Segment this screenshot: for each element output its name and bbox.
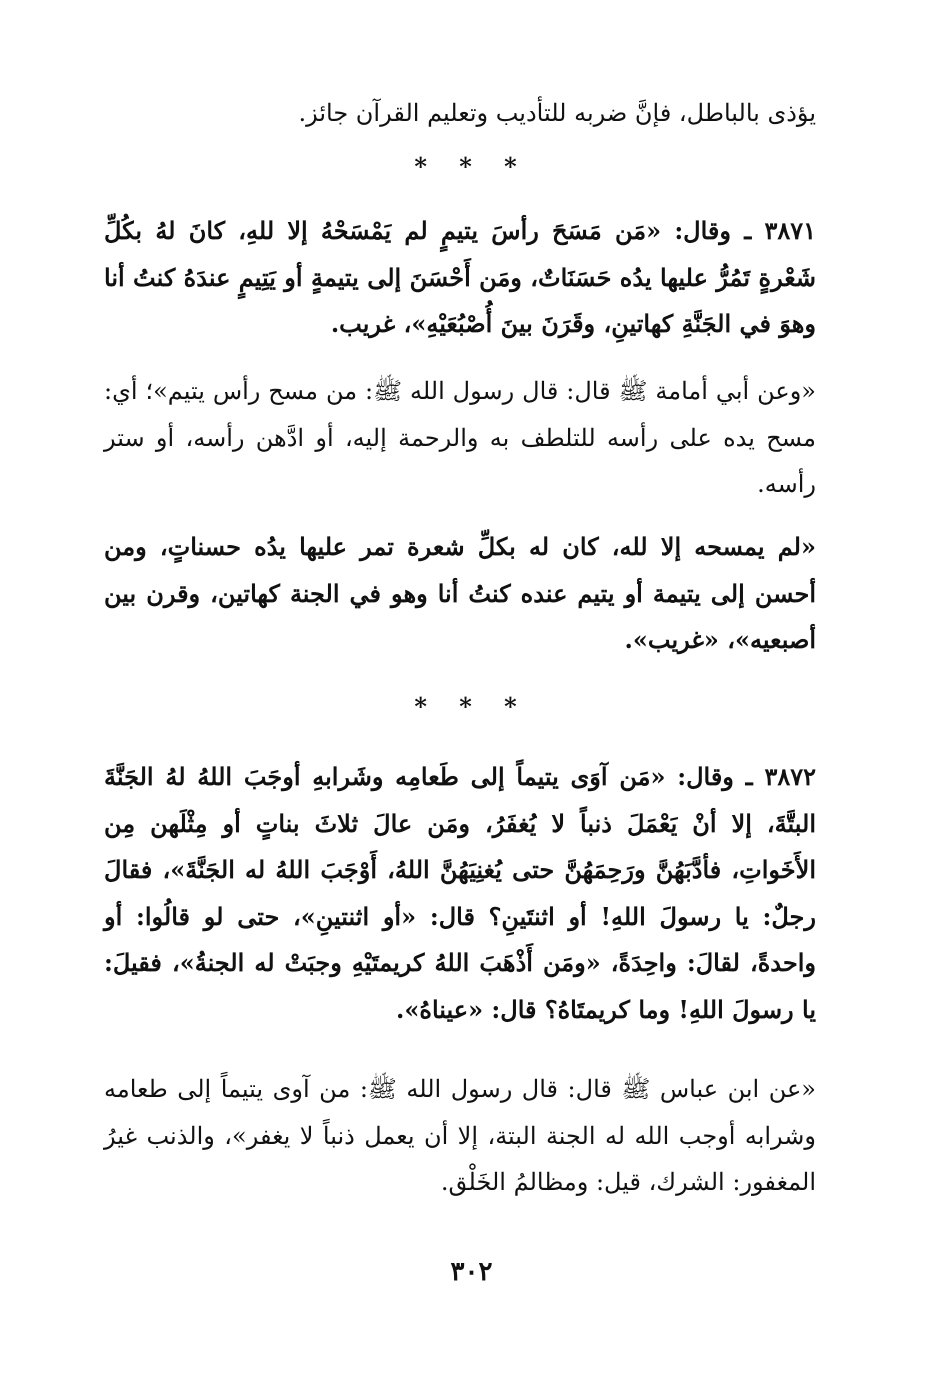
intro-line: يؤذى بالباطل، فإنَّ ضربه للتأديب وتعليم القرآن جائز. [298, 99, 816, 127]
section-separator: * * * [414, 692, 529, 721]
commentary-paragraph: «لم يمسحه إلا لله، كان له بكلِّ شعرة تمر عليها يدُه حسناتٍ، ومن أحسن إلى يتيمة أو يتيم عنده كنتُ أنا وهو في الجنة كهاتين، وقرن بين أصبعيه»، «غريب». [104, 532, 816, 654]
commentary-paragraph: «وعن أبي أمامة ﷺ قال: قال رسول الله ﷺ: من مسح رأس يتيم»؛ أي: مسح يده على رأسه للتلطف به والرحمة إليه، أو ادَّهن رأسه، أو ستر رأسه. [104, 377, 816, 498]
hadith-3872: ٣٨٧٢ ـ وقال: «مَن آوَى يتيماً إلى طَعامِه وشَرابهِ أوجَبَ اللهُ لهُ الجَنَّةَ البتَّةَ، إلا أنْ يَعْمَلَ ذنباً لا يُغفَرُ، ومَن عالَ ثلاثَ بناتٍ أو مِثْلَهن مِن الأَخَواتِ، فأدَّبَهُنَّ ورَحِمَهُنَّ حتى يُغنِيَهُنَّ اللهُ، أَوْجَبَ اللهُ له الجَنَّةَ»، فقالَ رجلٌ: يا رسولَ اللهِ! أو اثنتَينِ؟ قال: «أو اثنتينِ»، حتى لو قالُوا: أو واحدةً، لقالَ: واحِدَةً، «ومَن أَذْهَبَ اللهُ كريمتَيْهِ وجبَتْ له الجنةُ»، فقيلَ: يا رسولَ اللهِ! وما كريمتَاهُ؟ قال: «عيناهُ». [104, 762, 816, 1024]
section-separator: * * * [414, 152, 529, 181]
hadith-3871: ٣٨٧١ ـ وقال: «مَن مَسَحَ رأسَ يتيمٍ لم يَمْسَحْهُ إلا للهِ، كانَ لهُ بكُلِّ شَعْرةٍ تَمُرُّ عليها يدُه حَسَنَاتٌ، ومَن أَحْسَنَ إلى يتيمةٍ أو يَتِيمٍ عندَهُ كنتُ أنا وهوَ في الجَنَّةِ كهاتينِ، وقَرَنَ بينَ أُصْبُعَيْهِ»، غريب. [104, 216, 816, 338]
commentary-paragraph: «عن ابن عباس ﷺ قال: قال رسول الله ﷺ: من آوى يتيماً إلى طعامه وشرابه أوجب الله له الجنة البتة، إلا أن يعمل ذنباً لا يغفر»، والذنب غيرُ المغفور: الشرك، قيل: ومظالمُ الخَلْق. [104, 1075, 816, 1196]
page-number: ٣٠٢ [450, 1257, 493, 1287]
